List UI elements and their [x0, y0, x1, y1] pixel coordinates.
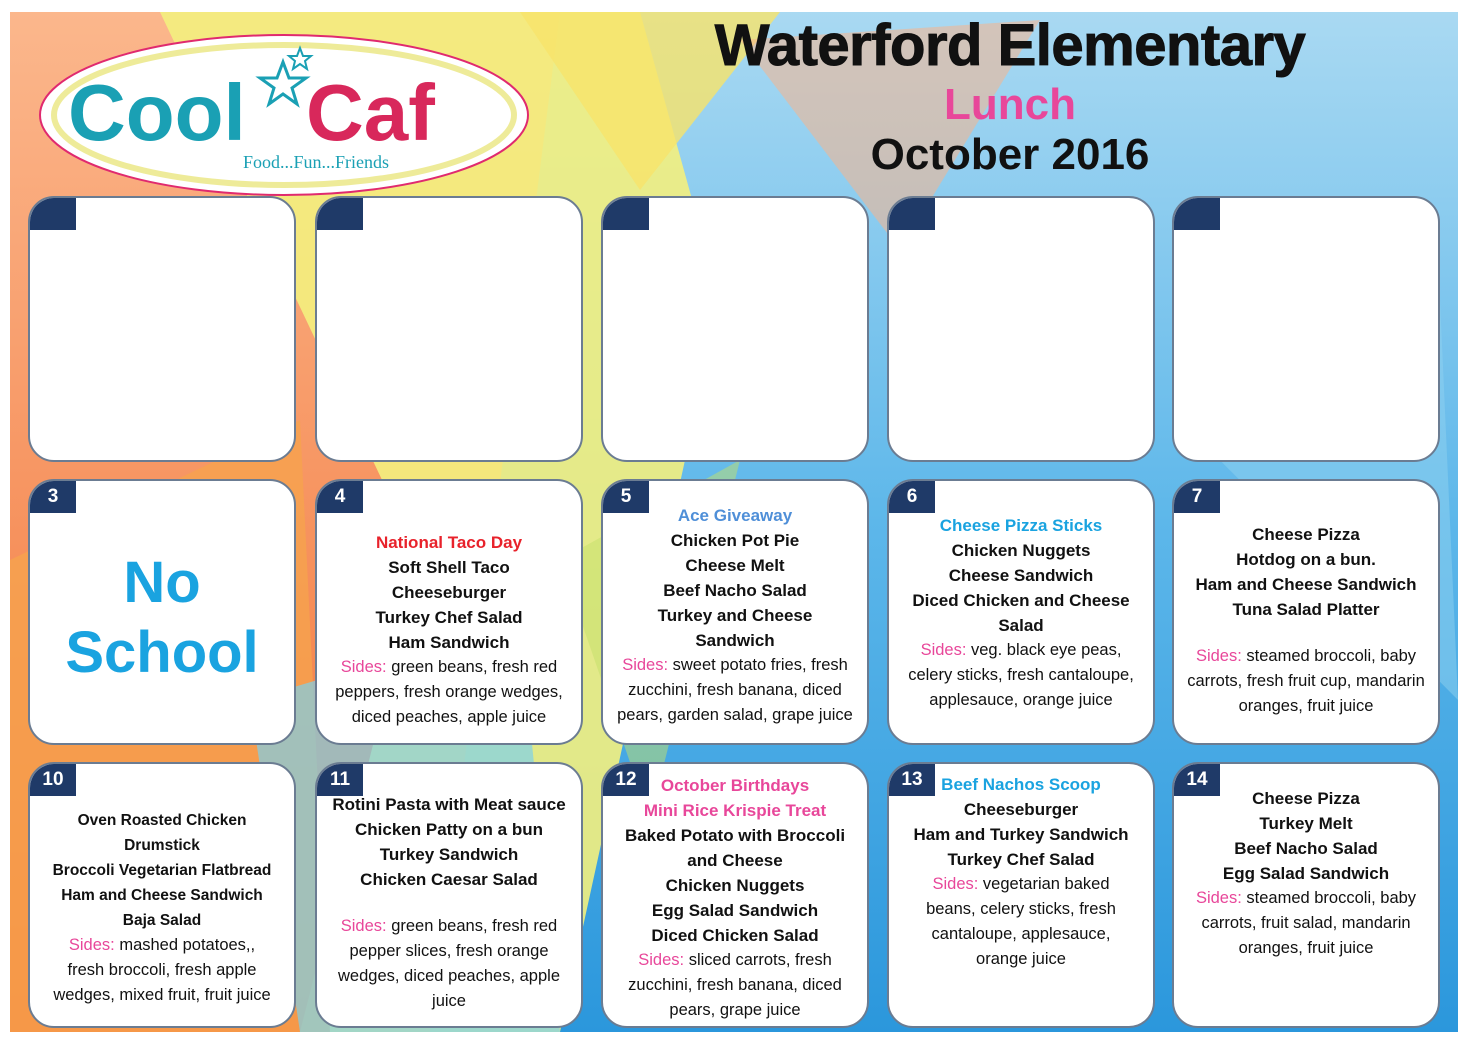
day-number-box	[1174, 198, 1220, 230]
sides-text	[914, 872, 1129, 972]
calendar-cell-day-10	[28, 762, 296, 1028]
sides-label: Sides:	[340, 658, 387, 676]
sides-label: Sides:	[340, 917, 387, 935]
day-number: 12	[603, 764, 649, 796]
sides-text	[1178, 644, 1434, 719]
sides-text	[327, 914, 572, 1014]
sides-list: mashed potatoes,, fresh broccoli, fresh apple wedges, mixed fruit, fruit juice	[53, 936, 271, 1004]
menu-item: Soft Shell Taco	[388, 558, 510, 577]
calendar-cell-day-14	[1172, 762, 1440, 1028]
menu-item: Rotini Pasta with Meat sauce	[332, 795, 566, 814]
menu-item: Cheese Pizza	[1252, 789, 1360, 808]
menu-item: Chicken Caesar Salad	[360, 870, 538, 889]
sides-text	[321, 655, 577, 730]
menu-item: Beef Nacho Salad	[663, 580, 807, 600]
sides-list: steamed broccoli, baby carrots, fruit salad, mandarin oranges, fruit juice	[1201, 889, 1417, 957]
calendar-cell-day-13	[887, 762, 1155, 1028]
menu-item: Cheeseburger	[963, 800, 1079, 819]
sides-list: steamed broccoli, baby carrots, fresh fruit cup, mandarin oranges, fruit juice	[1187, 646, 1425, 715]
menu-item: Baked Potato with Broccoli and Cheese	[624, 826, 846, 870]
sides-text	[899, 638, 1144, 713]
logo-tagline: Food...Fun...Friends	[243, 152, 390, 172]
sides-list: green beans, fresh red peppers, fresh orange wedges, diced peaches, apple juice	[335, 658, 563, 726]
sides-text	[620, 948, 850, 1023]
menu-item: Cheese Sandwich	[948, 566, 1094, 585]
menu-item: Turkey Melt	[1259, 814, 1353, 833]
month-title: October 2016	[870, 130, 1150, 179]
menu-item: Cheeseburger	[391, 583, 507, 602]
special-event: Cheese Pizza Sticks	[939, 516, 1103, 535]
menu-item: Ham Sandwich	[388, 633, 510, 652]
day-number: 13	[889, 764, 935, 796]
sides-label: Sides:	[622, 655, 669, 674]
calendar-cell-day-4	[315, 479, 583, 745]
menu-item: Diced Chicken Salad	[651, 926, 819, 945]
day-number: 3	[30, 481, 76, 513]
menu-item: Ham and Cheese Sandwich	[61, 887, 263, 904]
day-number-box	[30, 198, 76, 230]
sides-text	[607, 653, 863, 728]
sides-label: Sides:	[638, 951, 685, 969]
sides-list: green beans, fresh red pepper slices, fresh orange wedges, diced peaches, apple juice	[338, 917, 560, 1010]
menu-item: Chicken Nuggets	[665, 876, 805, 895]
calendar-cell-day-6	[887, 479, 1155, 745]
sides-text	[52, 933, 272, 1008]
day-number: 5	[603, 481, 649, 513]
sides-text	[1194, 886, 1419, 961]
sides-list: sliced carrots, fresh zucchini, fresh banana, diced pears, grape juice	[628, 951, 842, 1019]
sides-list: vegetarian baked beans, celery sticks, fresh cantaloupe, applesauce, orange juice	[926, 875, 1116, 968]
sides-label: Sides:	[920, 641, 967, 659]
meal-title: Lunch	[944, 80, 1076, 129]
calendar-cell-blank	[28, 196, 296, 462]
sides-label: Sides:	[1195, 646, 1242, 665]
calendar-cell-blank	[601, 196, 869, 462]
menu-item: Hotdog on a bun.	[1236, 549, 1376, 569]
special-event: National Taco Day	[375, 533, 523, 552]
menu-item: Cheese Pizza	[1252, 524, 1360, 544]
sides-label: Sides:	[932, 875, 979, 893]
menu-item: Chicken Pot Pie	[670, 530, 800, 550]
sides-list: sweet potato fries, fresh zucchini, fresh banana, diced pears, garden salad, grape juice	[617, 655, 853, 724]
special-event: October Birthdays	[660, 776, 810, 795]
menu-item: Baja Salad	[122, 912, 202, 929]
menu-item: Egg Salad Sandwich	[651, 901, 819, 920]
calendar-cell-blank	[887, 196, 1155, 462]
calendar-cell-day-5	[601, 479, 869, 745]
menu-item: Broccoli Vegetarian Flatbread	[52, 862, 272, 879]
calendar-cell-blank	[1172, 196, 1440, 462]
logo-word-caf: Caf	[306, 68, 435, 157]
logo-word-cool: Cool	[68, 68, 246, 157]
menu-item: Turkey Chef Salad	[375, 608, 523, 627]
sides-label: Sides:	[1195, 889, 1242, 907]
school-title: Waterford Elementary	[714, 13, 1306, 78]
special-event: Ace Giveaway	[677, 505, 793, 525]
day-number-box	[603, 198, 649, 230]
calendar-cell-day-7	[1172, 479, 1440, 745]
day-number: 14	[1174, 764, 1220, 796]
no-school-text: No	[123, 550, 201, 615]
day-number-box	[889, 198, 935, 230]
cool-caf-logo	[38, 32, 530, 198]
day-number: 6	[889, 481, 935, 513]
menu-item: Beef Nacho Salad	[1234, 839, 1378, 858]
menu-item: Egg Salad Sandwich	[1222, 864, 1390, 883]
sides-label: Sides:	[68, 936, 115, 954]
menu-item: Diced Chicken and Cheese Salad	[912, 591, 1130, 635]
day-number: 10	[30, 764, 76, 796]
menu-item: Turkey Chef Salad	[947, 850, 1095, 869]
no-school-text: School	[65, 620, 259, 685]
day-number: 11	[317, 764, 363, 796]
calendar-cell-day-12	[601, 762, 869, 1028]
special-event: Mini Rice Krispie Treat	[643, 801, 827, 820]
calendar-cell-day-11	[315, 762, 583, 1028]
menu-item: Ham and Cheese Sandwich	[1195, 574, 1417, 594]
menu-item: Cheese Melt	[685, 555, 785, 575]
menu-item: Turkey Sandwich	[379, 845, 519, 864]
sides-list: veg. black eye peas, celery sticks, fresh cantaloupe, applesauce, orange juice	[908, 641, 1134, 709]
menu-item: Chicken Patty on a bun	[355, 820, 543, 839]
menu-item: Turkey and Cheese Sandwich	[657, 605, 813, 650]
calendar-cell-blank	[315, 196, 583, 462]
menu-item: Ham and Turkey Sandwich	[913, 825, 1129, 844]
day-number: 4	[317, 481, 363, 513]
menu-item: Tuna Salad Platter	[1232, 599, 1380, 619]
menu-item: Oven Roasted Chicken Drumstick	[77, 812, 247, 854]
calendar-cell-day-3	[28, 479, 296, 745]
menu-item: Chicken Nuggets	[951, 541, 1091, 560]
special-event: Beef Nachos Scoop	[941, 775, 1101, 794]
day-number: 7	[1174, 481, 1220, 513]
day-number-box	[317, 198, 363, 230]
